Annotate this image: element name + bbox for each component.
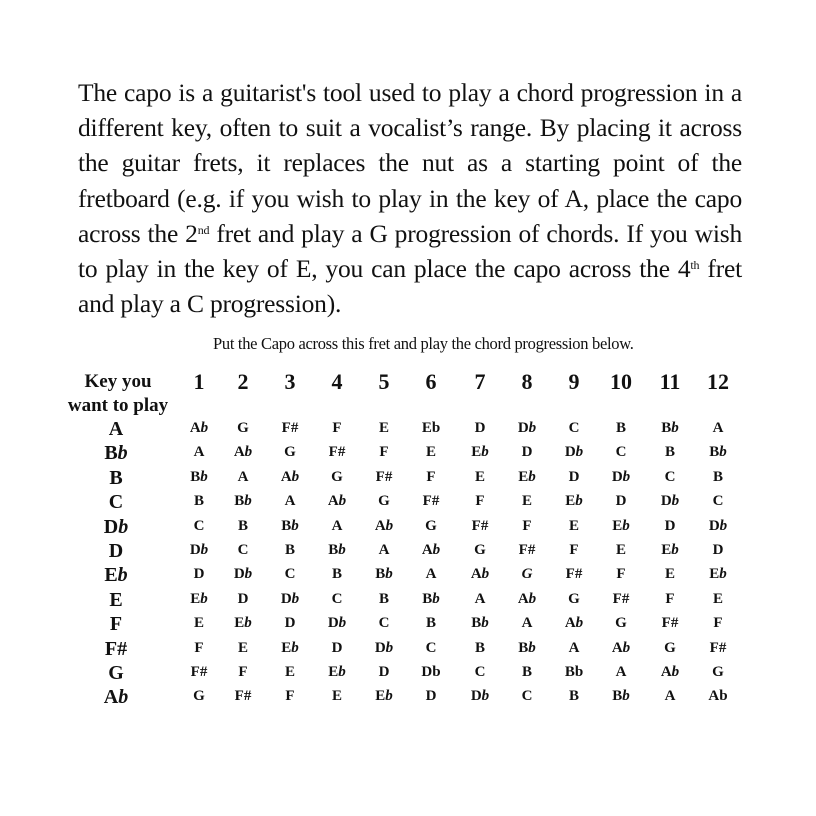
key-row-label: F# [104, 637, 128, 660]
chord-cell: D [284, 615, 296, 632]
chord-cell: E [284, 664, 295, 680]
chord-cell: B [615, 420, 626, 436]
chord-cell: Db [421, 664, 441, 680]
chord-cell: F# [661, 615, 679, 632]
chord-cell: Db [233, 566, 253, 583]
chord-cell: A [474, 590, 486, 607]
chord-cell: G [193, 688, 205, 705]
chord-cell: E [712, 590, 723, 607]
chord-cell: Bb [234, 493, 252, 510]
chord-cell: Db [708, 517, 728, 534]
chord-cell: Ab [470, 566, 490, 583]
table-caption: Put the Capo across this fret and play the chord progression below. [213, 334, 634, 353]
chord-cell: Eb [709, 566, 727, 583]
ordinal-suffix: th [690, 258, 700, 273]
chord-cell: D [568, 468, 580, 485]
fret-header: 4 [331, 369, 343, 394]
fret-header: 2 [237, 369, 249, 394]
chord-cell: Eb [471, 444, 489, 461]
chord-cell: G [378, 493, 390, 510]
chord-cell: F# [190, 664, 208, 680]
chord-cell: Bb [471, 615, 489, 632]
ordinal-suffix: nd [197, 222, 210, 237]
chord-cell: D [378, 664, 390, 680]
chord-cell: D [425, 688, 437, 705]
chord-cell: A [378, 542, 390, 558]
key-row-label: Db [103, 515, 129, 538]
chord-cell: C [568, 420, 580, 436]
chord-cell: F [238, 664, 248, 680]
chord-cell: Eb [190, 590, 208, 607]
chord-cell: A [615, 664, 627, 680]
chord-cell: Eb [281, 639, 299, 656]
chord-cell: E [521, 493, 532, 510]
chord-cell: Db [517, 420, 537, 436]
chord-cell: C [425, 639, 437, 656]
key-row-label: G [108, 662, 124, 684]
chord-cell: F [475, 493, 485, 510]
chord-cell: D [712, 542, 724, 558]
chord-cell: C [474, 664, 486, 680]
key-row-label: E [109, 588, 123, 611]
chord-cell: F# [565, 566, 583, 583]
chord-cell: Eb [234, 615, 252, 632]
chord-cell: F# [281, 420, 299, 436]
chord-cell: Ab [517, 590, 537, 607]
chord-cell: A [331, 517, 343, 534]
chord-cell: B [712, 468, 723, 485]
chord-cell: E [331, 688, 342, 705]
key-row-label: A [108, 418, 124, 440]
chord-cell: G [474, 542, 486, 558]
chord-cell: B [425, 615, 436, 632]
chord-cell: B [521, 664, 532, 680]
intro-paragraph [78, 75, 742, 321]
chord-cell: G [425, 517, 437, 534]
key-row-label: B [109, 466, 123, 489]
chord-cell: D [237, 590, 249, 607]
chord-cell: Bb [709, 444, 727, 461]
chord-cell: Bb [612, 688, 630, 705]
chord-cell: Eb [328, 664, 346, 680]
chord-cell: Db [327, 615, 347, 632]
chord-cell: Ab [421, 542, 441, 558]
chord-cell: F# [234, 688, 252, 705]
chord-cell: B [331, 566, 342, 583]
chord-cell: Bb [518, 639, 536, 656]
chord-cell: C [664, 468, 676, 485]
fret-header: 9 [568, 369, 580, 394]
chord-cell: E [237, 639, 248, 656]
chord-cell: F [522, 517, 532, 534]
chord-cell: F# [422, 493, 440, 510]
chord-cell: D [331, 639, 343, 656]
chord-cell: F [426, 468, 436, 485]
chord-cell: C [378, 615, 390, 632]
chord-cell: G [521, 566, 533, 583]
chord-cell: E [615, 542, 626, 558]
chord-cell: B [474, 639, 485, 656]
chord-cell: C [237, 542, 249, 558]
chord-cell: C [331, 590, 343, 607]
paragraph-text: fret and play a C progression). [78, 254, 742, 319]
chord-cell: A [284, 493, 296, 510]
chord-cell: F [713, 615, 723, 632]
chord-cell: E [425, 444, 436, 461]
chord-cell: Ab [611, 639, 631, 656]
chord-cell: D [521, 444, 533, 461]
chord-cell: Eb [565, 493, 583, 510]
chord-cell: F# [518, 542, 536, 558]
key-row-label: Bb [104, 442, 128, 465]
fret-header: 7 [474, 369, 486, 394]
chord-cell: E [378, 420, 389, 436]
chord-cell: G [615, 615, 627, 632]
chord-cell: Db [564, 444, 584, 461]
chord-cell: F [332, 420, 342, 436]
chord-cell: D [474, 420, 486, 436]
fret-header: 6 [425, 369, 437, 394]
chord-cell: C [712, 493, 724, 510]
chord-cell: E [193, 615, 204, 632]
chord-cell: Ab [564, 615, 584, 632]
chord-cell: G [331, 468, 343, 485]
chord-cell: A [521, 615, 533, 632]
chord-cell: F [194, 639, 204, 656]
key-row-label: D [108, 540, 124, 562]
chord-cell: Ab [374, 517, 394, 534]
chord-cell: Db [611, 468, 631, 485]
fret-header: 8 [521, 369, 533, 394]
key-header-line: want to play [67, 395, 169, 416]
chord-cell: B [664, 444, 675, 461]
chord-cell: Db [189, 542, 209, 558]
chord-cell: B [378, 590, 389, 607]
chord-cell: C [521, 688, 533, 705]
chord-cell: B [193, 493, 204, 510]
chord-cell: Ab [280, 468, 300, 485]
chord-cell: F# [471, 517, 489, 534]
chord-cell: Bb [661, 420, 679, 436]
chord-cell: Eb [375, 688, 393, 705]
chord-cell: Eb [421, 420, 441, 436]
fret-header: 5 [378, 369, 390, 394]
chord-cell: G [664, 639, 676, 656]
chord-cell: Ab [708, 688, 728, 705]
chord-cell: F# [612, 590, 630, 607]
fret-header: 3 [284, 369, 296, 394]
chord-cell: E [664, 566, 675, 583]
chord-cell: D [664, 517, 676, 534]
fret-header: 11 [659, 369, 681, 394]
chord-cell: Ab [327, 493, 347, 510]
chord-cell: G [284, 444, 296, 461]
chord-cell: Eb [518, 468, 536, 485]
chord-cell: Bb [422, 590, 440, 607]
chord-cell: Db [374, 639, 394, 656]
chord-cell: A [237, 468, 249, 485]
paragraph-text: The capo is a guitarist's tool used to play a chord progression in a different key, often to suit a vocalist’s range. By placing it across the guitar frets, it replaces the nut as a starting point of the fretboard (e.g. if you wish to play in the key of A, place the capo across the 2 [78, 78, 742, 248]
chord-cell: D [193, 566, 205, 583]
fret-header: 12 [707, 369, 729, 394]
paragraph-text: fret and play a G progression of chords. If you wish to play in the key of E, you can place the capo across the 4 [78, 218, 743, 284]
chord-cell: Eb [661, 542, 679, 558]
chord-cell: Db [660, 493, 680, 510]
chord-cell: Db [470, 688, 490, 705]
chord-cell: A [712, 420, 724, 436]
chord-cell: E [474, 468, 485, 485]
key-column-header [56, 370, 180, 418]
chord-cell: E [568, 517, 579, 534]
chord-cell: F# [328, 444, 346, 461]
chord-cell: A [425, 566, 437, 583]
key-row-label: F [109, 613, 123, 636]
chord-cell: Db [280, 590, 300, 607]
chord-cell: C [193, 517, 205, 534]
chord-cell: A [664, 688, 676, 705]
key-header-line: Key you [84, 371, 152, 392]
chord-cell: Ab [660, 664, 680, 680]
chord-cell: D [615, 493, 627, 510]
chord-cell: Bb [328, 542, 346, 558]
chord-cell: C [615, 444, 627, 461]
chord-cell: Bb [564, 664, 584, 680]
chord-cell: G [237, 420, 249, 436]
chord-cell: A [193, 444, 205, 461]
chord-cell: G [712, 664, 724, 680]
key-row-label: Eb [104, 564, 128, 587]
chord-cell: Eb [612, 517, 630, 534]
chord-cell: F [616, 566, 626, 583]
key-row-label: C [108, 491, 124, 514]
chord-cell: F# [375, 468, 393, 485]
chord-cell: F [379, 444, 389, 461]
chord-cell: B [237, 517, 248, 534]
chord-cell: F# [709, 639, 727, 656]
chord-cell: F [569, 542, 579, 558]
chord-cell: F [665, 590, 675, 607]
key-row-label: Ab [103, 686, 129, 709]
chord-cell: C [284, 566, 296, 583]
chord-cell: B [568, 688, 579, 705]
chord-cell: Ab [233, 444, 253, 461]
chord-cell: G [568, 590, 580, 607]
chord-cell: Ab [189, 420, 209, 436]
chord-cell: Bb [375, 566, 393, 583]
chord-cell: A [568, 639, 580, 656]
chord-cell: B [284, 542, 295, 558]
fret-header: 1 [193, 369, 205, 394]
chord-cell: F [285, 688, 295, 705]
fret-header: 10 [610, 369, 632, 394]
chord-cell: Bb [281, 517, 299, 534]
chord-cell: Bb [190, 468, 208, 485]
